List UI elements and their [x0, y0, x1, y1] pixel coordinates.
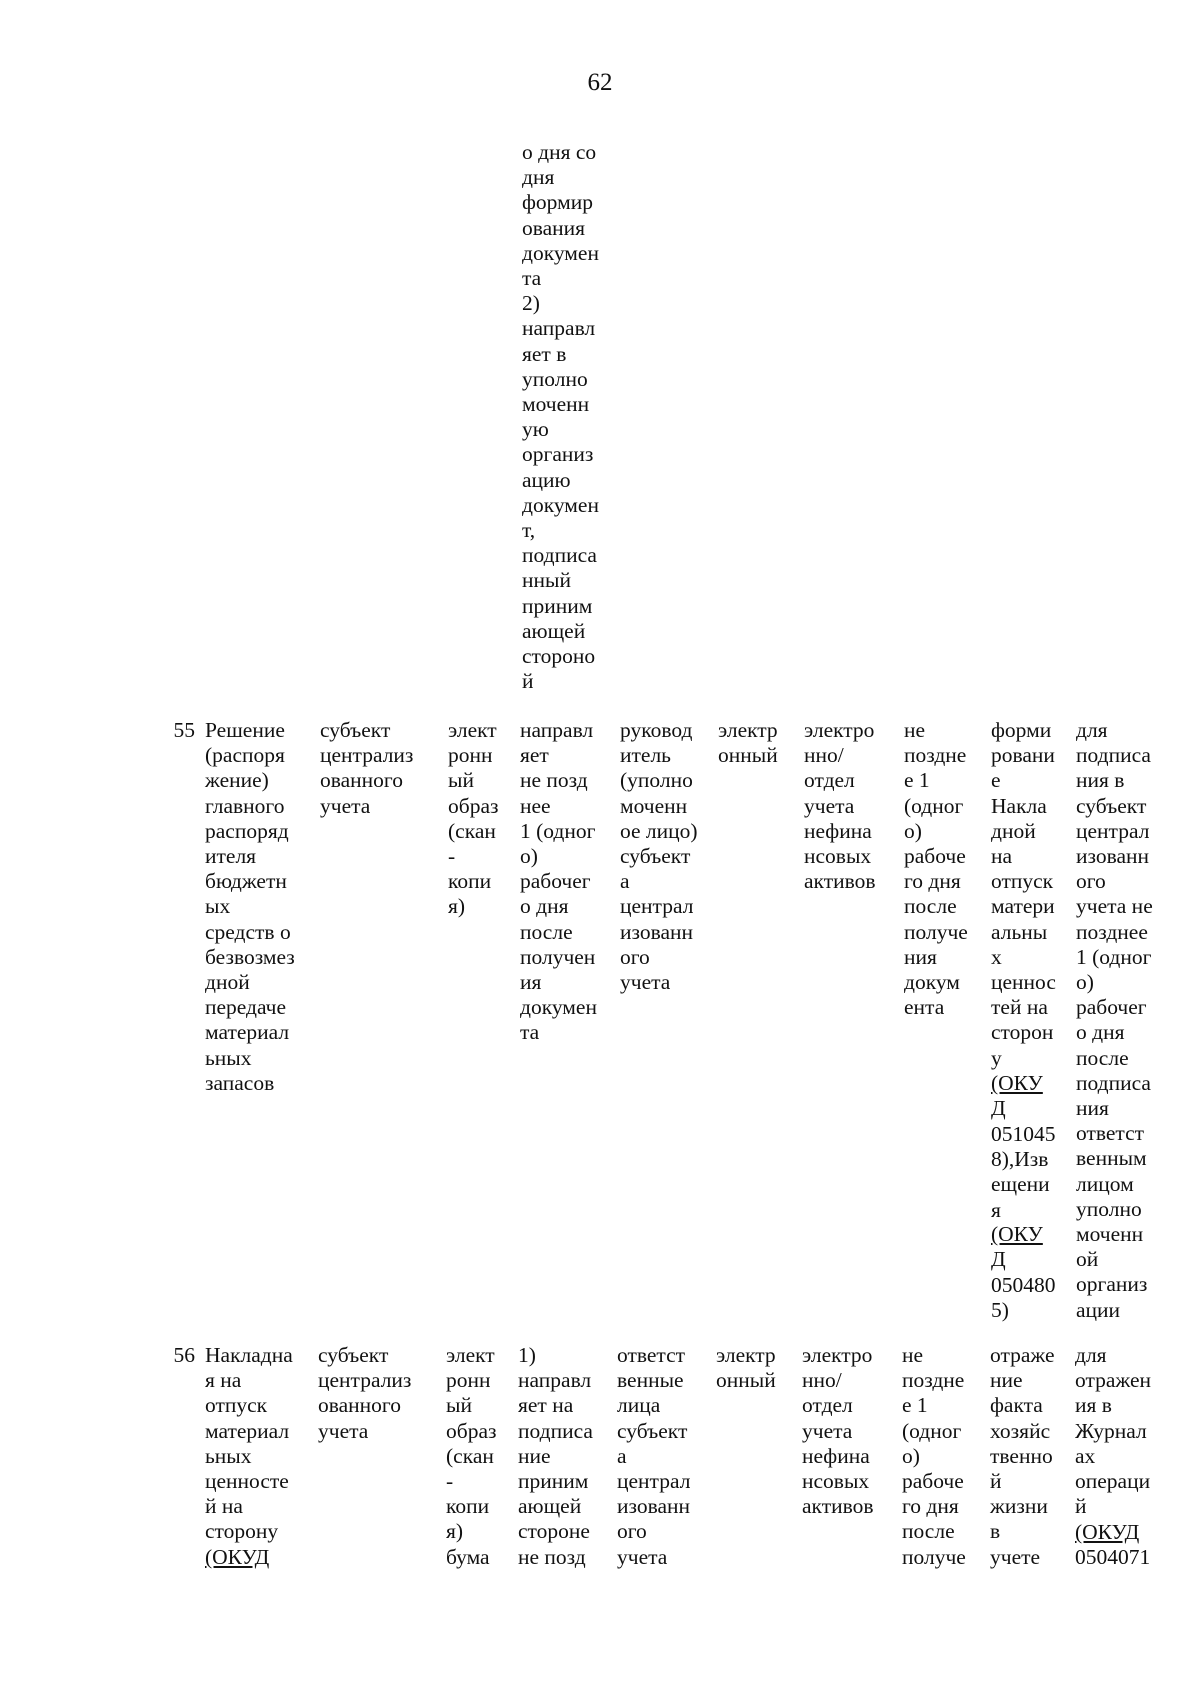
- notes-text: для отражен ия в Журнал ах операци й: [1075, 1343, 1152, 1519]
- action-cell: 1) направл яет на подписа ние приним ающей стороне не позд: [518, 1343, 593, 1569]
- okud-link[interactable]: (ОКУ Д: [991, 1222, 1043, 1272]
- creator-cell: субъект централиз ованного учета: [318, 1343, 412, 1443]
- row-number: 56: [173, 1343, 195, 1367]
- notes-cell: для подписа ния в субъект централ изованн ого учета не позднее 1 (одног о) рабочег о дня после подписа ния ответст венным лицом уполно моченн ой организ ации: [1076, 718, 1153, 1322]
- row-number: 55: [173, 718, 195, 742]
- document-name-cell: Решение (распоря жение) главного распоряд ителя бюджетн ых средств о безвозмез дной передаче материал ьных запасов: [205, 718, 295, 1095]
- document-name-cell: Накладна я на отпуск материал ьных ценносте й на сторону: [205, 1343, 293, 1544]
- purpose-text: 051045 8),Изв ещени я: [991, 1122, 1056, 1222]
- row-54-continuation-cell: о дня со дня формир ования докумен та 2) направл яет в уполно моченн ую организ ацию докумен т, подписа нный приним ающей стороно й: [522, 140, 599, 694]
- creator-cell: субъект централиз ованного учета: [320, 718, 414, 818]
- okud-link[interactable]: (ОКУД: [1075, 1520, 1140, 1544]
- page-number: 62: [587, 69, 613, 96]
- format-cell: элект ронн ый образ (скан - копи я): [448, 718, 499, 919]
- signer-cell: руковод итель (уполно моченн ое лицо) субъект а централ изованн ого учета: [620, 718, 698, 995]
- recipient-cell: электро нно/ отдел учета нефина нсовых активов: [802, 1343, 874, 1519]
- recipient-cell: электро нно/ отдел учета нефина нсовых активов: [804, 718, 876, 894]
- deadline-cell: не поздне е 1 (одног о) рабоче го дня после получе ния докум ента: [904, 718, 968, 1020]
- purpose-text: форми ровани е Накла дной на отпуск матери альны х ценнос тей на сторон у: [991, 718, 1056, 1070]
- notes-text: 0504071: [1075, 1545, 1151, 1569]
- signature-type-cell: электр онный: [718, 718, 778, 768]
- action-cell: направл яет не позд нее 1 (одног о) рабочег о дня после получен ия докумен та: [520, 718, 597, 1045]
- purpose-cell: отраже ние факта хозяйс твенно й жизни в учете: [990, 1343, 1055, 1569]
- okud-link[interactable]: (ОКУД: [205, 1545, 270, 1569]
- signature-type-cell: электр онный: [716, 1343, 776, 1393]
- purpose-text: 050480 5): [991, 1273, 1056, 1323]
- format-cell: элект ронн ый образ (скан - копи я) бума: [446, 1343, 497, 1569]
- okud-link[interactable]: (ОКУ Д: [991, 1071, 1043, 1121]
- deadline-cell: не поздне е 1 (одног о) рабоче го дня после получе: [902, 1343, 966, 1569]
- signer-cell: ответст венные лица субъект а централ изованн ого учета: [617, 1343, 691, 1569]
